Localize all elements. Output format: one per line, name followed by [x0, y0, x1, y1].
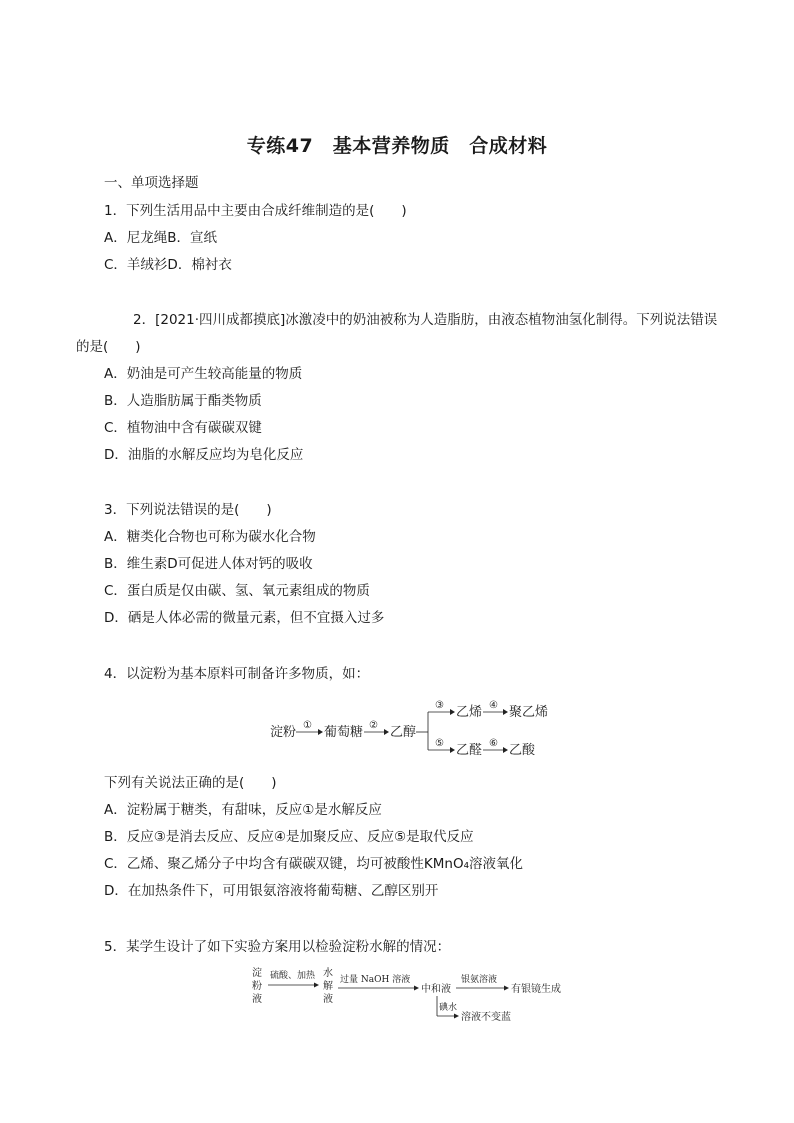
- q4-stem: 4．以淀粉为基本原料可制备许多物质，如：: [104, 666, 370, 682]
- q3-option-c: C．蛋白质是仅由碳、氢、氧元素组成的物质: [104, 583, 370, 599]
- q4-option-d: D．在加热条件下，可用银氨溶液将葡萄糖、乙醇区别开: [104, 883, 439, 899]
- q4-option-a: A．淀粉属于糖类，有甜味，反应①是水解反应: [104, 802, 382, 818]
- q4-step6-label: ⑥: [489, 738, 498, 749]
- q1-options-cd: C．羊绒衫D．棉衬衣: [104, 257, 232, 273]
- q5-cond1: 硫酸、加热: [270, 971, 316, 981]
- q2-stem-line2: 的是( ): [76, 339, 141, 355]
- page-title: 专练47 基本营养物质 合成材料: [246, 135, 548, 157]
- q2-stem-line1: 2．[2021·四川成都摸底]冰激凌中的奶油被称为人造脂肪，由液态植物油氢化制得。下列说法错误: [133, 312, 718, 328]
- q5-result1: 有银镜生成: [511, 984, 561, 995]
- q1-stem: 1．下列生活用品中主要由合成纤维制造的是( ): [104, 203, 407, 219]
- q4-starch: 淀粉: [270, 725, 297, 740]
- q4-ethanol: 乙醇: [390, 725, 417, 740]
- q5-hydrolysate-2: 解: [323, 981, 333, 992]
- q2-option-c: C．植物油中含有碳碳双键: [104, 420, 262, 436]
- q4-polyethylene: 聚乙烯: [509, 705, 549, 720]
- q4-acetic-acid: 乙酸: [509, 743, 536, 758]
- q4-stem2: 下列有关说法正确的是( ): [104, 775, 277, 791]
- q4-step2-label: ②: [369, 720, 378, 731]
- q5-hydrolysate-3: 液: [323, 994, 333, 1005]
- q4-ethylene: 乙烯: [456, 705, 483, 720]
- q4-step3-label: ③: [435, 700, 444, 711]
- q3-option-b: B．维生素D可促进人体对钙的吸收: [104, 556, 313, 572]
- q5-starch-1: 淀: [252, 968, 262, 979]
- q5-cond4: 碘水: [439, 1003, 458, 1013]
- q5-starch-3: 液: [252, 994, 262, 1005]
- q4-option-b: B．反应③是消去反应、反应④是加聚反应、反应⑤是取代反应: [104, 829, 474, 845]
- q5-result2: 溶液不变蓝: [461, 1012, 511, 1023]
- q5-neutralized: 中和液: [421, 984, 451, 995]
- q4-step5-label: ⑤: [435, 738, 444, 749]
- q5-cond2: 过量 NaOH 溶液: [340, 975, 411, 985]
- q2-option-a: A．奶油是可产生较高能量的物质: [104, 366, 303, 382]
- q1-options-ab: A．尼龙绳B．宣纸: [104, 230, 217, 246]
- q4-step1-label: ①: [303, 720, 312, 731]
- q5-experiment-diagram: [248, 964, 588, 1026]
- q4-step4-label: ④: [489, 700, 498, 711]
- section-heading: 一、单项选择题: [104, 175, 199, 191]
- q5-stem: 5．某学生设计了如下实验方案用以检验淀粉水解的情况：: [104, 939, 451, 955]
- q3-option-d: D．硒是人体必需的微量元素，但不宜摄入过多: [104, 610, 385, 626]
- q5-cond3: 银氨溶液: [461, 975, 498, 985]
- q4-acetaldehyde: 乙醛: [456, 743, 483, 758]
- q4-option-c: C．乙烯、聚乙烯分子中均含有碳碳双键，均可被酸性KMnO₄溶液氧化: [104, 856, 524, 872]
- q4-glucose: 葡萄糖: [324, 725, 364, 740]
- q5-hydrolysate-1: 水: [323, 968, 333, 979]
- q3-option-a: A．糖类化合物也可称为碳水化合物: [104, 529, 316, 545]
- q4-reaction-diagram: [260, 695, 560, 765]
- q3-stem: 3．下列说法错误的是( ): [104, 502, 272, 518]
- q5-starch-2: 粉: [252, 981, 262, 992]
- q2-option-d: D．油脂的水解反应均为皂化反应: [104, 447, 304, 463]
- q2-option-b: B．人造脂肪属于酯类物质: [104, 393, 262, 409]
